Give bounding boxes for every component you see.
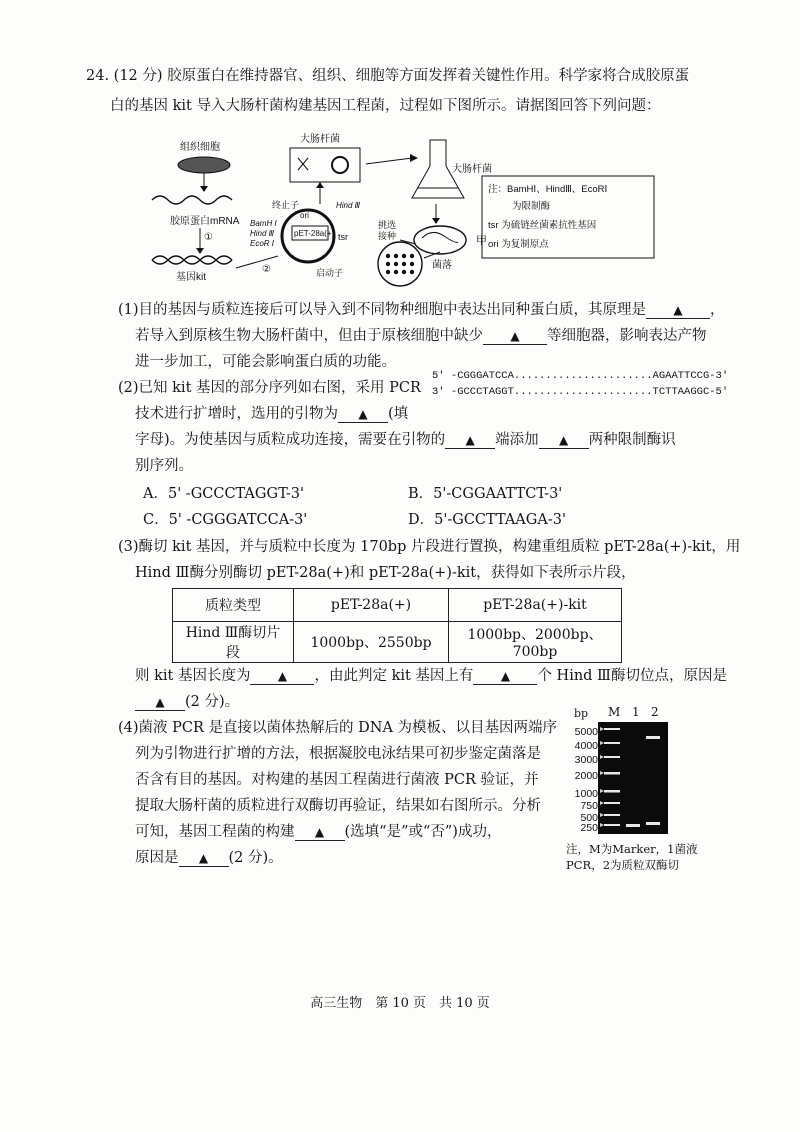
q1-blank-1[interactable]: ▲: [646, 302, 710, 319]
colony-label: 菌落: [432, 260, 452, 271]
option-b[interactable]: B．5'-CGGAATTCT-3': [408, 486, 563, 502]
culture-dish-icon: [414, 226, 466, 254]
q1-text-2b: 等细胞器，影响表达产物: [547, 328, 707, 344]
table-header-cell: pET-28a(+)-kit: [449, 589, 622, 622]
terminator-label: 终止子: [272, 200, 300, 210]
note-line-1: 注：BamHⅠ、HindⅢ、EcoRⅠ: [488, 184, 608, 195]
ecoli-right-label: 大肠杆菌: [452, 164, 492, 175]
q1-line-2: [135, 326, 707, 346]
marker-band: [604, 728, 620, 730]
ori-label: ori: [300, 211, 309, 220]
q3-text-3a: 则 kit 基因长度为: [135, 668, 251, 684]
mrna-strand-icon: [152, 196, 232, 204]
q2-line-1: (2)已知 kit 基因的部分序列如右图，采用 PCR: [118, 380, 421, 396]
q1-text-1a: (1)目的基因与质粒连接后可以导入到不同物种细胞中表达出同种蛋白质，其原理是: [118, 302, 647, 318]
q4-blank-2[interactable]: ▲: [179, 850, 229, 867]
jia-label: 甲: [476, 235, 487, 247]
marker-band: [604, 742, 620, 744]
q2-text-3c: 两种限制酶识: [588, 432, 676, 448]
q1-blank-2[interactable]: ▲: [483, 328, 547, 345]
q3-text-4b: (2 分)。: [185, 694, 240, 710]
q4-line-5: [135, 822, 501, 842]
question-intro-1: 胶原蛋白在维持器官、组织、细胞等方面发挥着关键性作用。科学家将合成胶原蛋: [167, 68, 690, 84]
note-line-4: ori 为复制原点: [488, 239, 549, 250]
colony-plate-icon: [378, 242, 422, 286]
marker-label: 750: [580, 800, 598, 812]
marker-band: [604, 814, 620, 816]
hind-right-label: Hind Ⅲ: [336, 201, 361, 210]
q4-line-3: 否含有目的基因。对构建的基因工程菌进行菌液 PCR 验证，并: [135, 772, 539, 788]
q3-line-3: [135, 666, 727, 686]
gel-lane-2: 2: [651, 705, 659, 719]
lane2-band: [646, 736, 660, 739]
note-line-3: tsr 为硫链丝菌素抗性基因: [488, 220, 597, 231]
marker-band: [604, 756, 620, 758]
q2-line-2: [135, 404, 408, 424]
q2-text-2a: 技术进行扩增时，选用的引物为: [135, 406, 338, 422]
table-header-row: [173, 589, 622, 622]
marker-label: 500: [580, 812, 598, 824]
arrow-gene-plasmid: [236, 256, 278, 268]
gene-kit-label: 基因kit: [176, 272, 206, 283]
q3-line-4: [135, 692, 239, 712]
gel-lane-m: M: [608, 705, 621, 719]
q3-blank-2[interactable]: ▲: [473, 668, 537, 685]
page-footer: 高三生物 第 10 页 共 10 页: [310, 996, 490, 1011]
option-d[interactable]: D．5'-GCCTTAAGA-3': [408, 512, 566, 528]
table-row: [173, 622, 622, 663]
option-a[interactable]: A．5' -GCCCTAGGT-3': [143, 486, 304, 502]
arrow-to-flask: [366, 158, 412, 164]
ecor-label: EcoR Ⅰ: [250, 239, 275, 248]
q1-text-2a: 若导入到原核生物大肠杆菌中，但由于原核细胞中缺少: [135, 328, 483, 344]
gel-caption-2: PCR，2为质粒双酶切: [566, 858, 680, 872]
q2-blank-3[interactable]: ▲: [539, 432, 589, 449]
q2-line-4: 别序列。: [135, 458, 193, 474]
step-2-label: ②: [262, 264, 271, 275]
q3-line-2: Hind Ⅲ酶分别酶切 pET-28a(+)和 pET-28a(+)-kit，获得如下表所示片段，: [135, 565, 636, 581]
lane2-band: [646, 822, 660, 825]
option-c[interactable]: C．5' -CGGGATCCA-3': [143, 512, 308, 528]
fragment-table: [172, 588, 622, 663]
marker-label: 5000: [574, 726, 598, 738]
q4-text-6a: 原因是: [135, 850, 179, 866]
q1-line-3: 进一步加工，可能会影响蛋白质的功能。: [135, 354, 396, 370]
hind-left-label: Hind Ⅲ: [250, 229, 275, 238]
question-intro-2: 白的基因 kit 导入大肠杆菌构建基因工程菌，过程如下图所示。请据图回答下列问题：: [110, 98, 661, 114]
table-header-cell: pET-28a(+): [294, 589, 449, 622]
question-header: [86, 66, 689, 86]
question-score: (12 分): [113, 68, 163, 84]
table-cell: 1000bp、2550bp: [294, 622, 449, 663]
q4-line-4: 提取大肠杆菌的质粒进行双酶切再验证，结果如右图所示。分析: [135, 798, 541, 814]
marker-label: 3000: [574, 754, 598, 766]
q4-blank-1[interactable]: ▲: [295, 824, 345, 841]
marker-band: [604, 772, 620, 775]
gene-engineering-diagram: [140, 128, 660, 288]
marker-band: [604, 824, 620, 826]
q3-blank-1[interactable]: ▲: [250, 668, 314, 685]
step-1-label: ①: [204, 232, 213, 243]
table-header-cell: 质粒类型: [173, 589, 294, 622]
marker-label: 1000: [574, 788, 598, 800]
plasmid-label: pET-28a(+): [294, 229, 335, 238]
ecoli-cell-icon: [290, 148, 360, 182]
q2-blank-1[interactable]: ▲: [338, 406, 388, 423]
promoter-label: 启动子: [316, 268, 344, 278]
tsr-label: tsr: [338, 232, 348, 242]
select-label-1: 挑选: [378, 220, 397, 230]
q4-line-1: (4)菌液 PCR 是直接以菌体热解后的 DNA 为模板、以目基因两端序: [118, 720, 558, 736]
gel-bp-label: bp: [574, 707, 589, 720]
gel-lane-1: 1: [632, 705, 640, 719]
marker-band: [604, 802, 620, 804]
q4-line-6: [135, 848, 283, 868]
gel-caption-1: 注，M为Marker，1菌液: [566, 842, 698, 856]
q2-blank-2[interactable]: ▲: [445, 432, 495, 449]
q3-blank-3[interactable]: ▲: [135, 694, 185, 711]
q4-text-6b: (2 分)。: [228, 850, 283, 866]
ecoli-top-label: 大肠杆菌: [300, 134, 340, 145]
lane1-band: [626, 824, 640, 827]
q3-line-1: (3)酶切 kit 基因，并与质粒中长度为 170bp 片段进行置换，构建重组质粒 pET-28a(+)-kit，用: [118, 539, 741, 555]
kit-sequence-bottom: 3' -GCCCTAGGT......................TCTTAAGGC-5': [432, 386, 729, 398]
note-line-2: 为限制酶: [512, 201, 551, 212]
table-cell: 1000bp、2000bp、700bp: [449, 622, 622, 663]
marker-label: 2000: [574, 770, 598, 782]
marker-label: 4000: [574, 740, 598, 752]
bamh-label: BamH Ⅰ: [250, 219, 277, 228]
q2-text-3b: 端添加: [495, 432, 539, 448]
table-cell: Hind Ⅲ酶切片段: [173, 622, 294, 663]
q2-text-3a: 字母)。为使基因与质粒成功连接，需要在引物的: [135, 432, 446, 448]
tissue-label: 组织细胞: [180, 142, 220, 153]
q2-line-3: [135, 430, 676, 450]
marker-band: [604, 790, 620, 793]
q3-text-3c: 个 Hind Ⅲ酶切位点，原因是: [537, 668, 728, 684]
q4-line-2: 列为引物进行扩增的方法，根据凝胶电泳结果可初步鉴定菌落是: [135, 746, 541, 762]
marker-label: 250: [580, 822, 598, 834]
q2-text-2b: (填: [388, 406, 409, 422]
gel-image: [598, 722, 668, 834]
question-number: 24.: [86, 68, 110, 84]
q3-text-3b: ，由此判定 kit 基因上有: [314, 668, 474, 684]
mrna-label: 胶原蛋白mRNA: [170, 216, 240, 227]
q1-line-1: [118, 300, 725, 320]
q4-text-5b: (选填“是”或“否”)成功，: [344, 824, 502, 840]
q1-text-1b: ，: [710, 302, 725, 318]
q4-text-5a: 可知，基因工程菌的构建: [135, 824, 295, 840]
kit-sequence-top: 5' -CGGGATCCA......................AGAATTCCG-3': [432, 370, 729, 382]
tissue-cells-icon: [178, 157, 230, 173]
select-label-2: 接种: [378, 231, 397, 241]
